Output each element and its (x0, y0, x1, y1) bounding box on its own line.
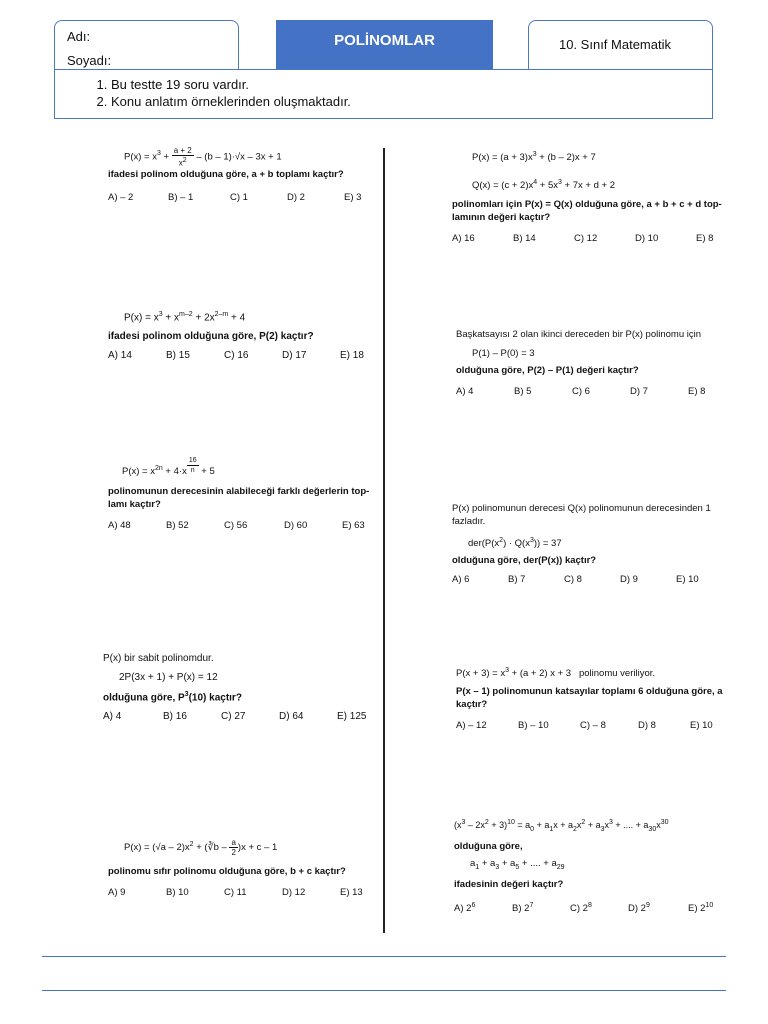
option-a[interactable]: A) 4 (103, 711, 122, 723)
option-d[interactable]: D) 2 (287, 191, 305, 203)
question-9-options (456, 719, 726, 732)
question-1-text: ifadesi polinom olduğuna göre, a + b toplamı kaçtır? (108, 168, 344, 180)
question-10-options (454, 899, 726, 915)
option-a[interactable]: A) – 2 (108, 191, 134, 203)
question-3-text: polinomunun derecesinin alabileceği farklı değerlerin top- (108, 486, 370, 498)
question-5-formula: $P(x) = (√a - 2)x^2$ + (∛b – $\frac{a}{2}$ )x + c – 1 (124, 838, 278, 858)
option-c[interactable]: C) 56 (224, 520, 248, 532)
question-3-options (108, 519, 378, 532)
option-c[interactable]: C) 12 (574, 233, 598, 245)
option-e[interactable]: E) 63 (342, 520, 365, 532)
question-8-equation: $der(P(x^2) \cdot Q(x^3)) = 37$ (468, 537, 562, 550)
option-c[interactable]: C) 27 (221, 711, 246, 723)
question-10-text-2: ifadesinin değeri kaçtır? (454, 878, 564, 890)
option-d[interactable]: D) $2^9$ (628, 901, 650, 914)
question-3 (108, 456, 378, 532)
option-d[interactable]: D) 9 (620, 574, 638, 586)
option-b[interactable]: B) 16 (163, 711, 187, 723)
option-a[interactable]: A) 9 (108, 887, 126, 899)
question-5-text: polinomu sıfır polinomu olduğuna göre, b + c kaçtır? (108, 866, 346, 878)
info-box (54, 69, 713, 119)
question-5-options (108, 886, 383, 899)
question-6 (452, 148, 722, 245)
question-6-text-2: lamının değeri kaçtır? (452, 212, 551, 224)
option-a[interactable]: A) 14 (108, 350, 132, 362)
question-9-text: P(x – 1) polinomunun katsayılar toplamı 6 olduğuna göre, a (456, 686, 723, 698)
question-9 (456, 664, 726, 732)
footer-line-bottom (42, 990, 726, 991)
footer-line-top (42, 956, 726, 957)
option-e[interactable]: E) 8 (688, 386, 706, 397)
question-3-formula: $P(x) = x^{2n} + 4\cdot x$ $\frac{16}{n}$ + 5 (122, 457, 215, 478)
option-a[interactable]: A) – 12 (456, 720, 487, 732)
option-e[interactable]: E) 18 (340, 350, 364, 362)
question-1-formula: $P(x) = x^3$ + $\frac{a + 2}{x^2}$ – (b – 1)·√x – 3x + 1 (124, 146, 282, 168)
option-e[interactable]: E) 13 (340, 887, 363, 899)
question-5 (108, 838, 383, 899)
info-list (55, 76, 712, 110)
question-9-formula: $P(x + 3) = x^3 + (a + 2) x + 3$ polinomu veriliyor. (456, 667, 656, 680)
option-c[interactable]: C) 16 (224, 350, 249, 362)
option-e[interactable]: E) 10 (690, 720, 713, 732)
question-2 (108, 308, 378, 362)
option-a[interactable]: A) 6 (452, 574, 470, 586)
question-1-options (108, 191, 378, 204)
option-b[interactable]: B) 14 (513, 233, 536, 245)
option-a[interactable]: A) 4 (456, 386, 474, 397)
option-d[interactable]: D) 12 (282, 887, 306, 899)
option-b[interactable]: B) 15 (166, 350, 190, 362)
question-6-options (452, 232, 722, 245)
option-d[interactable]: D) 17 (282, 350, 307, 362)
option-b[interactable]: B) 7 (508, 574, 526, 586)
question-7 (456, 328, 726, 398)
surname-label: Soyadı: (67, 53, 112, 68)
question-8-intro-2: fazladır. (452, 516, 486, 527)
option-d[interactable]: D) 7 (630, 386, 648, 397)
option-b[interactable]: B) $2^7$ (512, 901, 534, 914)
question-4-intro: P(x) bir sabit polinomdur. (103, 653, 214, 664)
question-10-sum: $a_1 + a_3 + a_5$ + .... + $a_{29}$ (470, 857, 565, 871)
question-8-options (452, 573, 722, 586)
name-box (54, 20, 239, 76)
option-b[interactable]: B) 52 (166, 520, 189, 532)
question-6-q-formula: $Q(x) = (c + 2)x^4 + 5x^3 + 7x + d + 2$ (472, 179, 616, 192)
question-4-equation: 2P(3x + 1) + P(x) = 12 (119, 672, 218, 683)
question-2-text: ifadesi polinom olduğuna göre, P(2) kaçtır? (108, 331, 314, 343)
option-c[interactable]: C) $2^8$ (570, 901, 592, 914)
option-b[interactable]: B) 10 (166, 887, 189, 899)
option-e[interactable]: E) $2^{10}$ (688, 901, 714, 914)
info-item: 1. Bu testte 19 soru vardır. (111, 76, 712, 93)
option-a[interactable]: A) 16 (452, 233, 475, 245)
question-4 (103, 652, 378, 723)
option-d[interactable]: D) 60 (284, 520, 308, 532)
question-1 (108, 146, 378, 204)
question-4-text: olduğuna göre, $P^3(10)$ kaçtır? (103, 691, 242, 704)
question-10 (454, 816, 726, 915)
question-9-text-2: kaçtır? (456, 699, 488, 711)
info-item: 2. Konu anlatım örneklerinden oluşmaktadır. (111, 93, 712, 110)
question-3-text-2: lamı kaçtır? (108, 499, 161, 511)
name-label: Adı: (67, 29, 91, 44)
column-divider (383, 148, 385, 933)
option-d[interactable]: D) 10 (635, 233, 659, 245)
question-10-text: olduğuna göre, (454, 840, 523, 852)
option-a[interactable]: A) 48 (108, 520, 131, 532)
option-e[interactable]: E) 3 (344, 191, 362, 203)
question-2-options (108, 349, 378, 362)
question-10-formula: $(x^3 - 2x^2 + 3)^{10} = a_0 + a_1x + a_2x^2 + a_3x^3$ + .... + $a_{30}x^{30}$ (454, 819, 669, 833)
question-7-equation: P(1) – P(0) = 3 (472, 348, 535, 359)
question-8-text: olduğuna göre, der(P(x)) kaçtır? (452, 555, 597, 567)
option-e[interactable]: E) 125 (337, 711, 367, 723)
question-9-suffix: polinomu veriliyor. (578, 668, 656, 680)
option-c[interactable]: C) 8 (564, 574, 582, 586)
class-box (528, 20, 713, 76)
option-d[interactable]: D) 8 (638, 720, 656, 732)
question-7-text: olduğuna göre, P(2) – P(1) değeri kaçtır? (456, 365, 639, 376)
question-7-options (456, 385, 726, 398)
question-2-formula: $P(x) = x^3 + x^{m-2} + 2x^{2-m} + 4$ (124, 311, 246, 324)
question-6-p-formula: $P(x) = (a + 3)x^3 + (b - 2)x + 7$ (472, 151, 596, 164)
option-b[interactable]: B) – 10 (518, 720, 549, 732)
question-8-intro: P(x) polinomunun derecesi Q(x) polinomunun derecesinden 1 (452, 503, 711, 514)
class-label: 10. Sınıf Matematik (559, 37, 671, 52)
option-a[interactable]: A) $2^6$ (454, 901, 476, 914)
question-7-intro: Başkatsayısı 2 olan ikinci dereceden bir P(x) polinomu için (456, 329, 702, 340)
option-c[interactable]: C) – 8 (580, 720, 606, 732)
option-e[interactable]: E) 10 (676, 574, 699, 586)
question-6-text: polinomları için P(x) = Q(x) olduğuna göre, a + b + c + d top- (452, 199, 722, 211)
option-c[interactable]: C) 1 (230, 191, 248, 203)
option-c[interactable]: C) 6 (572, 386, 590, 397)
option-e[interactable]: E) 8 (696, 233, 714, 245)
option-b[interactable]: B) 5 (514, 386, 532, 397)
option-d[interactable]: D) 64 (279, 711, 304, 723)
question-8 (452, 502, 722, 586)
page-title: POLİNOMLAR (276, 20, 493, 70)
option-c[interactable]: C) 11 (224, 887, 247, 899)
option-b[interactable]: B) – 1 (168, 191, 194, 203)
question-4-options (103, 710, 378, 723)
